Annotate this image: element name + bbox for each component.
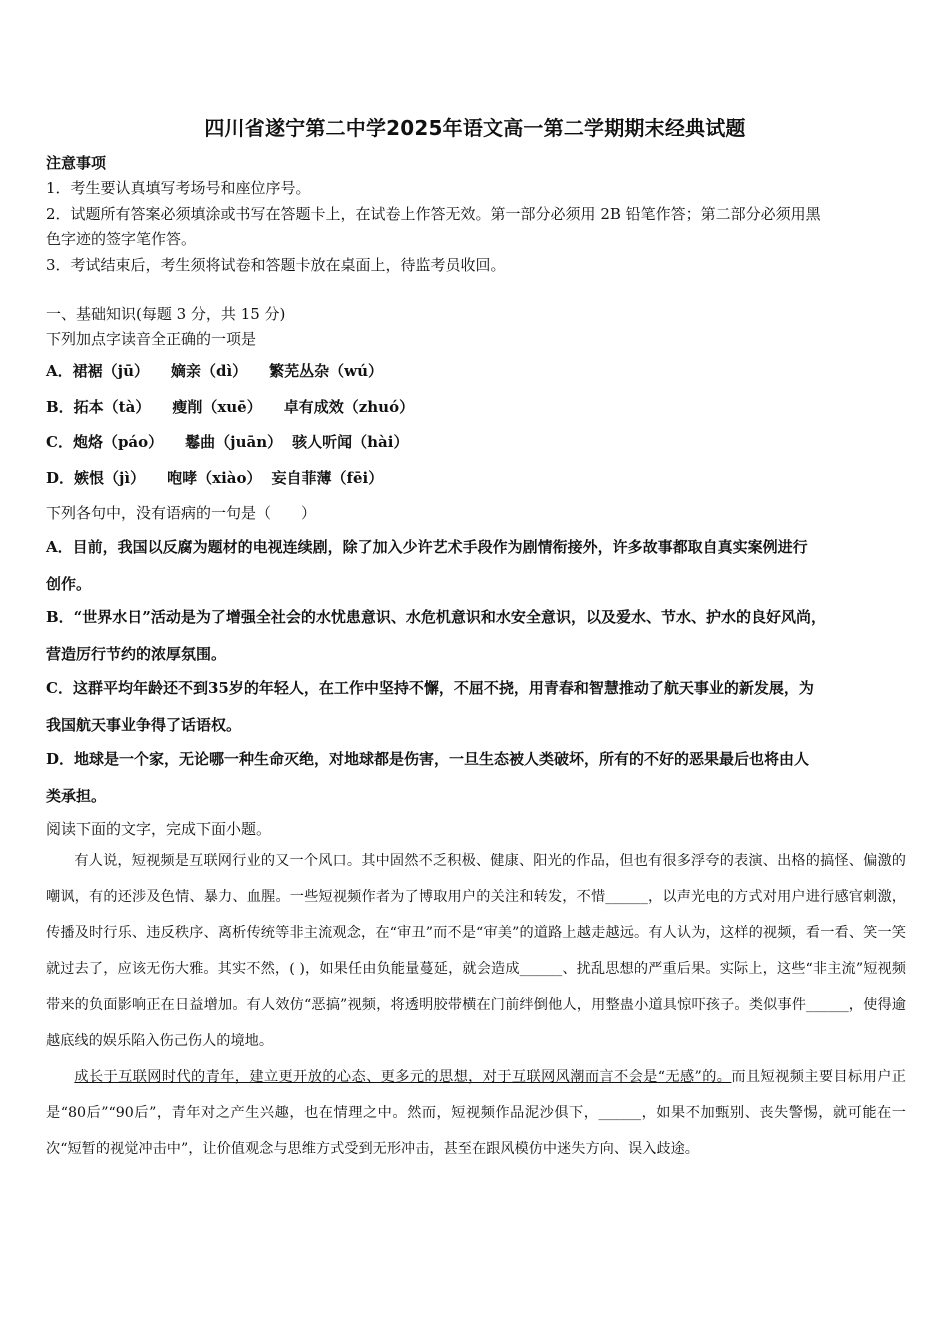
reading-paragraph-2 xyxy=(46,1059,906,1167)
q2-option-c-line-1: C．这群平均年龄还不到35岁的年轻人，在工作中坚持不懈，不屈不挠，用青春和智慧推动了航天事业的新发展，为 xyxy=(46,679,814,697)
q1-option-c xyxy=(46,431,408,452)
q2-option-d-line-1: D．地球是一个家，无论哪一种生命灭绝，对地球都是伤害，一旦生态被人类破坏，所有的不好的恶果最后也将由人 xyxy=(46,750,810,768)
reading-intro: 阅读下面的文字，完成下面小题。 xyxy=(46,820,272,838)
notice-item-1: 1．考生要认真填写考场号和座位序号。 xyxy=(46,179,311,197)
q1-option-d-part-2: 咆哮（xiào） xyxy=(167,469,262,487)
q1-option-b-part-3: 卓有成效（zhuó） xyxy=(283,398,415,416)
q2-option-b-line-1: B．“世界水日”活动是为了增强全社会的水忧患意识、水危机意识和水安全意识，以及爱水、节水、护水的良好风尚， xyxy=(46,608,826,626)
reading-paragraph-2-rest: 而且短视频主要目标用户正是“80后”“90后”，青年对之产生兴趣，也在情理之中。然而，短视频作品泥沙俱下，______，如果不加甄别、丧失警惕，就可能在一次“短暂的视觉冲击中”，让价值观念与思维方式受到无形冲击，甚至在跟风模仿中迷失方向、误入歧途。 xyxy=(46,1069,906,1157)
q1-option-c-part-2: 鬈曲（juān） xyxy=(185,433,283,451)
reading-paragraph-1: 有人说，短视频是互联网行业的又一个风口。其中固然不乏积极、健康、阳光的作品，但也有很多浮夸的表演、出格的搞怪、偏激的嘲讽，有的还涉及色情、暴力、血腥。一些短视频作者为了博取用户的关注和转发，不惜______，以声光电的方式对用户进行感官刺激，传播及时行乐、违反秩序、离析传统等非主流观念，在“审丑”而不是“审美”的道路上越走越远。有人认为，这样的视频，看一看、笑一笑就过去了，应该无伤大雅。其实不然，( )，如果任由负能量蔓延，就会造成______、扰乱思想的严重后果。实际上，这些“非主流”短视频带来的负面影响正在日益增加。有人效仿“恶搞”视频，将透明胶带横在门前绊倒他人，用整蛊小道具惊吓孩子。类似事件______，使得逾越底线的娱乐陷入伤己伤人的境地。 xyxy=(46,853,906,1049)
q1-option-a xyxy=(46,360,383,381)
q2-option-a-line-1: A．目前，我国以反腐为题材的电视连续剧，除了加入少许艺术手段作为剧情衔接外，许多故事都取自真实案例进行 xyxy=(46,538,808,556)
q1-option-a-part-3: 繁芜丛杂（wú） xyxy=(269,362,383,380)
notice-heading: 注意事项 xyxy=(46,154,107,172)
reading-underlined-sentence: 成长于互联网时代的青年，建立更开放的心态、更多元的思想，对于互联网风潮而言不会是“无感”的。 xyxy=(74,1069,732,1085)
notice-item-3: 3．考试结束后，考生须将试卷和答题卡放在桌面上，待监考员收回。 xyxy=(46,256,506,274)
notice-item-2-line-2: 色字迹的签字笔作答。 xyxy=(46,230,197,248)
exam-title: 四川省遂宁第二中学2025年语文高一第二学期期末经典试题 xyxy=(204,116,746,140)
q1-option-a-part-1: A．裙裾（jū） xyxy=(46,362,149,380)
q1-option-b-part-2: 瘦削（xuē） xyxy=(172,398,262,416)
notice-item-2-line-1: 2．试题所有答案必须填涂或书写在答题卡上，在试卷上作答无效。第一部分必须用 2B 铅笔作答；第二部分必须用黑 xyxy=(46,205,821,223)
q1-option-b xyxy=(46,396,414,417)
q1-option-c-part-3: 骇人听闻（hài） xyxy=(292,433,409,451)
q1-option-d xyxy=(46,467,383,488)
q2-option-a-line-2: 创作。 xyxy=(46,575,92,593)
reading-passage xyxy=(46,843,906,1167)
q2-stem: 下列各句中，没有语病的一句是（ ） xyxy=(46,504,317,522)
q1-option-a-part-2: 嫡亲（dì） xyxy=(170,362,248,380)
q2-option-d-line-2: 类承担。 xyxy=(46,787,107,805)
q1-option-d-part-1: D．嫉恨（jì） xyxy=(46,469,146,487)
q2-option-b-line-2: 营造厉行节约的浓厚氛围。 xyxy=(46,645,227,663)
q1-option-c-part-1: C．炮烙（páo） xyxy=(46,433,164,451)
q1-option-d-part-3: 妄自菲薄（fēi） xyxy=(271,469,384,487)
q1-stem: 下列加点字读音全正确的一项是 xyxy=(46,330,257,348)
q2-option-c-line-2: 我国航天事业争得了话语权。 xyxy=(46,716,242,734)
q1-option-b-part-1: B．拓本（tà） xyxy=(46,398,151,416)
section-1-heading: 一、基础知识(每题 3 分，共 15 分) xyxy=(46,305,286,323)
